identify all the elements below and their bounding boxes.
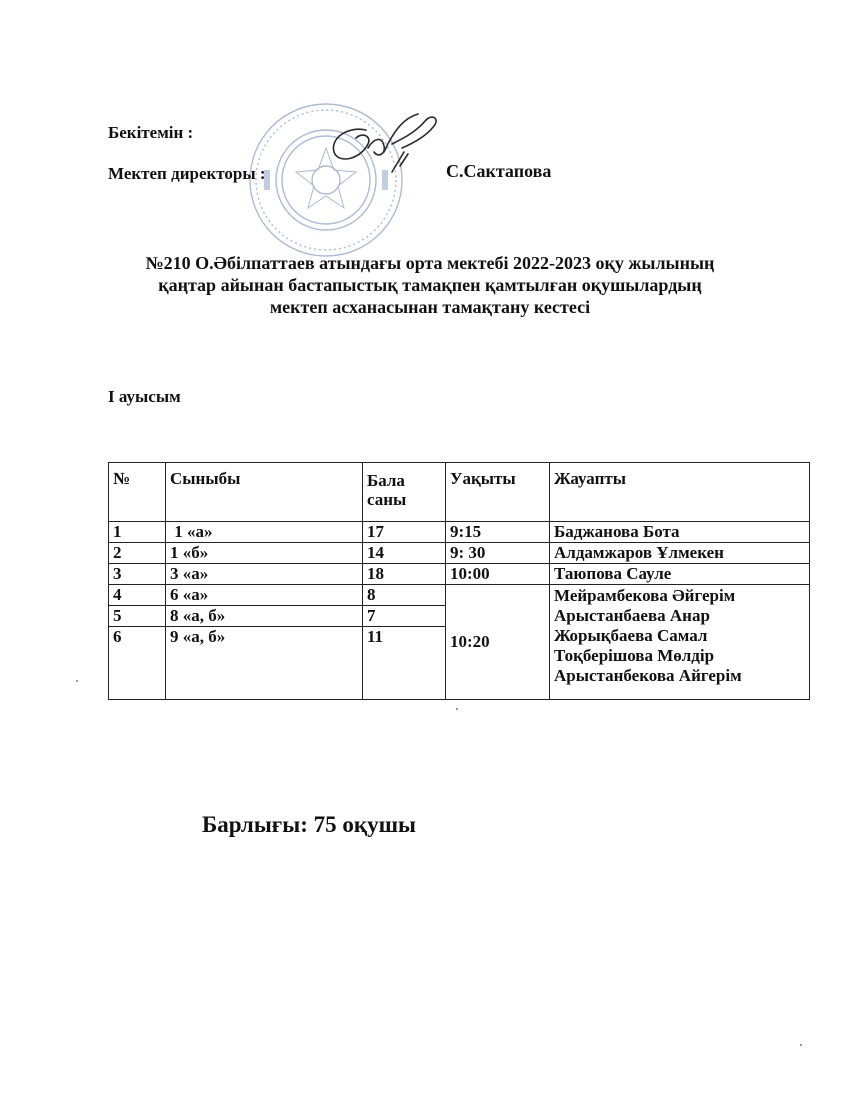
scan-speck (76, 680, 78, 682)
table-row (109, 543, 810, 564)
director-label: Мектеп директоры : (108, 164, 266, 183)
director-name: С.Сактапова (446, 161, 552, 181)
title-line-3: мектеп асханасынан тамақтану кестесі (269, 297, 591, 317)
cell-time: 9: 30 (446, 543, 550, 564)
cell-count: 11 (363, 627, 446, 700)
cell-responsible: Таюпова Сауле (550, 564, 810, 585)
cell-class: 1 «б» (166, 543, 363, 564)
cell-number: 5 (109, 606, 166, 627)
header-count: Бала саны (363, 463, 446, 522)
cell-number: 3 (109, 564, 166, 585)
staff-name: Мейрамбекова Әйгерім (554, 586, 736, 605)
meal-schedule-table (108, 462, 810, 700)
cell-responsible: Алдамжаров Ұлмекен (550, 543, 810, 564)
table-row (109, 522, 810, 543)
cell-class: 3 «а» (166, 564, 363, 585)
title-line-2: қаңтар айынан бастапыстық тамақпен қамтылған оқушылардың (158, 275, 702, 295)
director-signature (308, 108, 458, 198)
cell-number: 2 (109, 543, 166, 564)
cell-time-merged: 10:20 (446, 585, 550, 700)
scan-speck (456, 708, 458, 710)
cell-class: 9 «а, б» (166, 627, 363, 700)
cell-time: 9:15 (446, 522, 550, 543)
staff-name: Арыстанбекова Айгерім (554, 666, 742, 685)
cell-class: 6 «а» (166, 585, 363, 606)
header-number: № (109, 463, 166, 522)
scan-speck (800, 1044, 802, 1046)
total-students: Барлығы: 75 оқушы (202, 812, 416, 837)
shift-label: І ауысым (108, 387, 181, 406)
cell-count: 17 (363, 522, 446, 543)
cell-responsible-merged (550, 585, 810, 700)
cell-time: 10:00 (446, 564, 550, 585)
table-row (109, 564, 810, 585)
cell-class: 8 «а, б» (166, 606, 363, 627)
header-responsible: Жауапты (550, 463, 810, 522)
table-header-row (109, 463, 810, 522)
staff-name: Жорықбаева Самал (554, 626, 708, 645)
table-row (109, 585, 810, 606)
cell-number: 6 (109, 627, 166, 700)
cell-count: 7 (363, 606, 446, 627)
title-line-1: №210 О.Әбілпаттаев атындағы орта мектебі 2022-2023 оқу жылының (145, 253, 715, 273)
cell-responsible: Баджанова Бота (550, 522, 810, 543)
approval-label: Бекітемін : (108, 123, 194, 142)
cell-number: 4 (109, 585, 166, 606)
cell-class: 1 «а» (166, 522, 363, 543)
cell-count: 14 (363, 543, 446, 564)
cell-count: 18 (363, 564, 446, 585)
cell-count: 8 (363, 585, 446, 606)
staff-name: Арыстанбаева Анар (554, 606, 710, 625)
cell-number: 1 (109, 522, 166, 543)
document-title (60, 252, 800, 318)
header-time: Уақыты (446, 463, 550, 522)
header-class: Сыныбы (166, 463, 363, 522)
staff-name: Тоқберішова Мөлдір (554, 646, 715, 665)
